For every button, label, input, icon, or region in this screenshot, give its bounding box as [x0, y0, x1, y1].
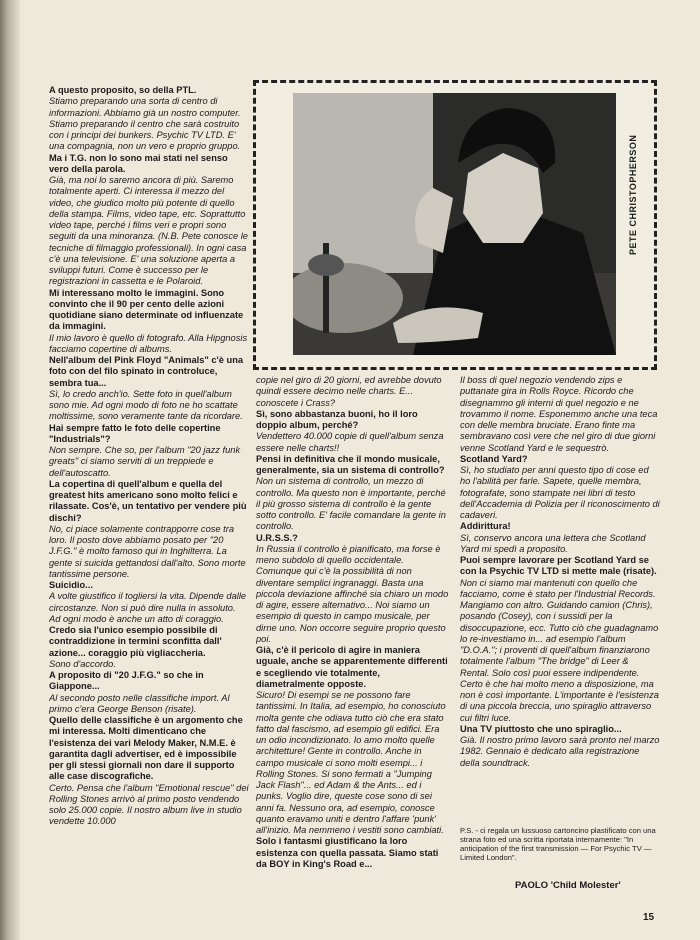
interview-question: La copertina di quell'album e quella del greatest hits americano sono molto felici e rilassate. Cos'è, un tentativo per vendere più dischi? [49, 478, 247, 523]
interview-question: Puoi sempre lavorare per Scotland Yard se con la Psychic TV LTD si mette male (risate). [460, 555, 657, 577]
interview-answer: Certo. Pensa che l'album "Emotional rescue" dei Rolling Stones arrivò al primo posto vendendo solo 25.000 copie. Il nostro album live in studio vendette 10.000 [49, 782, 249, 827]
interview-answer: In Russia il controllo è pianificato, ma forse è meno subdolo di quello occidentale. Comunque qui c'è la possibilità di non diventare semplici ingranaggi. Basta una piccola deviazione affinché sia chiaro un modo di agire, essere alternativo... Noi siamo un esempio di questo in campo musicale, per dirne uno. Non occorre seguire proprio questo poi. [256, 543, 449, 644]
interview-answer: Il boss di quel negozio vendendo zips e puttanate gira in Rolls Royce. Ricordo che disegnammo gli interni di quel negozio e ne trovammo il nome. Esponemmo anche una teca con delle membra bruciate. Erano finte ma sembravano così vere che nel giro di due giorni venne Scotland Yard e le sequestrò. [460, 375, 658, 453]
interview-question: Quello delle classifiche è un argomento che mi interessa. Molti dimenticano che l'esistenza dei vari Melody Maker, N.M.E. è garantita dagli advertiser, ed è impossibile per gli stessi giornali non dare il supporto alle case discografiche. [49, 715, 243, 782]
interview-answer: copie nel giro di 20 giorni, ed avrebbe dovuto quindi essere decimo nelle charts. E... conoscete i Crass? [256, 375, 442, 408]
interview-answer: Stiamo preparando una sorta di centro di informazioni. Abbiamo già un nostro computer. Stiamo preparando il centro che sarà costruito con i principi dei bunkers. Psychic TV LTD. E' una compagnia, non un vero e proprio gruppo. [49, 96, 241, 152]
postscript-note: P.S. - ci regala un lussuoso cartoncino plastificato con una strana foto ed una scritta riportata internamente: "In anticipation of the first transmission — For Psychic TV — Limited London". [460, 826, 656, 862]
interview-answer: Già. Il nostro primo lavoro sarà pronto nel marzo 1982. Gennaio è dedicato alla registrazione della soundtrack. [460, 735, 660, 768]
page-spine-shadow [0, 0, 20, 940]
interview-question: A questo proposito, so della PTL. [49, 85, 197, 95]
interview-answer: Sì, lo credo anch'io. Sette foto in quell'album sono mie. Ad ogni modo di foto ne ho scattate moltissime, sono veramente tante da ricordare. [49, 388, 243, 422]
interview-question: Mi interessano molto le immagini. Sono convinto che il 90 per cento delle azioni quotidiane siano determinate od influenzate da immagini. [49, 287, 244, 332]
interview-answer: Sì, conservo ancora una lettera che Scotland Yard mi spedì a proposito. [460, 532, 646, 554]
interview-answer: Al secondo posto nelle classifiche import. Al primo c'era George Benson (risate). [49, 692, 230, 714]
page-number: 15 [643, 912, 655, 923]
interview-answer: Non un sistema di controllo, un mezzo di controllo. Ma questo non è importante, perché il più grosso sistema di controllo è la gente sotto controllo. E' facile comandare la gente in controllo. [256, 476, 446, 532]
interview-question: Scotland Yard? [460, 453, 528, 464]
interview-question: Già, c'è il pericolo di agire in maniera uguale, anche se apparentemente differenti e scegliendo vie totalmente, diametralmente opposte. [256, 645, 448, 689]
interview-answer: Sicuro! Di esempi se ne possono fare tantissimi. In Italia, ad esempio, ho conosciuto molta gente che odiava tutto ciò che era stato fatto dal fascismo, ad esempio gli edifici. Era un odio incondizionato. Io amo molto quelle architetture! Gente in controllo. Anche in campo musicale ci sono molti esempi... i Rolling Stones. Si sono fermati a "Jumping Jack Flash"... ed Adam & the Ants... ed i punks. Voglio dire, queste cose sono di sei anni fa. Nessuno ora, ad esempio, conosce quanto eravamo uniti e dentro l'affare 'punk' all'inizio. Ma nemmeno i vestiti sono cambiati. [256, 690, 446, 835]
interview-question: Addirittura! [460, 521, 511, 532]
interview-question: Nell'album del Pink Floyd "Animals" c'è una foto con del filo spinato in controluce, sembra tua... [49, 355, 244, 388]
interview-answer: Già, ma noi lo saremo ancora di più. Saremo totalmente aperti. Ci interessa il mezzo del video, che giudico molto più potente di quello della stampa. Films, video tape, etc. Soprattutto video tape, perché i films veri e propri sono seguiti da una minoranza. (N.B. Pete conosce le tecniche di filmaggio professionali). In ogni casa c'è una televisione. E' una soluzione aperta a sviluppi futuri. Come è successo per le registrazioni in cassetta e le Polaroid. [49, 175, 248, 287]
author-signature: PAOLO 'Child Molester' [515, 880, 621, 891]
interview-question: Sì, sono abbastanza buoni, ho il loro doppio album, perché? [256, 408, 418, 430]
column-left [49, 85, 249, 930]
interview-answer: Non ci siamo mai mantenuti con quello che facciamo, come è stato per l'Industrial Records. Mangiamo con altro. Guidando camion (Chris), posando (Cosey), con i sussidi per la disoccupazione, ecc. Tutto ciò che guadagnamo lo re-investiamo in... ad esempio l'album "D.O.A."; i proventi di quell'album finanziarono totalmente l'album "The bridge" di Leer & Rental. Solo così puoi essere indipendente. Certo è che hai molto meno a disposizione, ma non è così importante. L'importante è l'esistenza di una piccola breccia, uno spiraglio attraverso cui filtri luce. [460, 577, 659, 723]
photo-credit: PETE CHRISTOPHERSON [628, 134, 638, 255]
interview-question: A proposito di "20 J.F.G." so che in Giappone... [49, 670, 204, 692]
interview-answer: Il mio lavoro è quello di fotografo. Alla Hipgnosis facciamo copertine di albums. [49, 332, 248, 354]
interview-question: Suicidio... [49, 580, 93, 590]
interview-question: Una TV piuttosto che uno spiraglio... [460, 723, 622, 734]
interview-answer: Sì, ho studiato per anni questo tipo di cose ed ho l'abilità per farle. Sapete, quelle membra, fotografate, sono stampate nei libri di testo dell'Accademia di Polizia per il riconoscimento di cadaveri. [460, 465, 660, 520]
portrait-photo [293, 93, 616, 355]
interview-answer: Non sempre. Che so, per l'album "20 jazz funk greats" ci siamo serviti di un treppiede e dell'autoscatto. [49, 445, 241, 478]
portrait-photo-drawing [293, 93, 616, 355]
interview-answer: No, ci piace solamente contrapporre cose tra loro. Il posto dove abbiamo posato per "20 J.F.G." è molto famoso qui in Inghilterra. La gente si suicida gettandosi dall'alto. Sono morte tantissime persone. [49, 523, 246, 579]
interview-question: Hai sempre fatto le foto delle copertine "Industrials"? [49, 422, 221, 444]
interview-answer: Vendettero 40.000 copie di quell'album senza essere nelle charts!! [256, 431, 444, 453]
interview-answer: A volte giustifico il togliersi la vita. Dipende dalle circostanze. Non si può dire nulla in assoluto. Ad ogni modo è anche un atto di coraggio. [49, 591, 247, 624]
interview-question: Solo i fantasmi giustificano la loro esistenza con quella passata. Siamo stati da BOY in King's Road e... [256, 836, 439, 869]
column-middle [256, 375, 451, 915]
interview-answer: Sono d'accordo. [49, 658, 116, 669]
interview-question: Credo sia l'unico esempio possibile di contraddizione in termini sconfitta dall' azione... coraggio più vigliaccheria. [49, 625, 222, 658]
interview-question: Pensi in definitiva che il mondo musicale, generalmente, sia un sistema di controllo? [256, 453, 445, 475]
interview-question: Ma i T.G. non lo sono mai stati nel senso vero della parola. [49, 152, 228, 174]
interview-question: U.R.S.S.? [256, 532, 298, 543]
